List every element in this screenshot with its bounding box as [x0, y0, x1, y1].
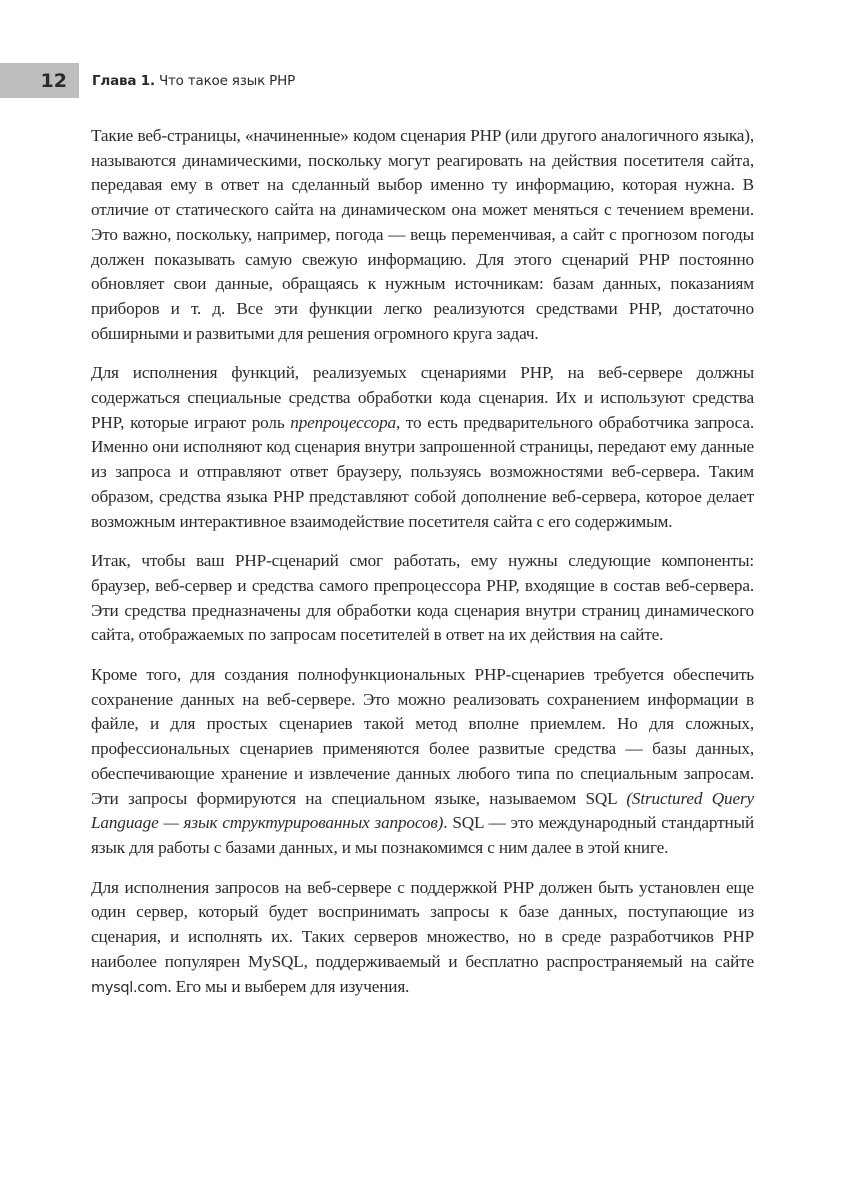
emphasis-sql-definition: (Structured Query Language — язык структурированных запросов): [91, 788, 754, 833]
paragraph-4-text-start: Кроме того, для создания полнофункциональных PHP-сценариев требуется обеспечить сохранение данных на веб-сервере. Это можно реализовать сохранением информации в файле, и для простых сценариев такой метод вполне приемлем. Но для сложных, профессиональных сценариев применяются более развитые средства — базы данных, обеспечивающие хранение и извлечение данных любого типа по специальным запросам. Эти запросы формируются на специальном языке, называемом SQL: [91, 665, 754, 808]
paragraph-1: Такие веб-страницы, «начиненные» кодом сценария PHP (или другого аналогичного языка), называются динамическими, поскольку могут реагировать на действия посетителя сайта, передавая ему в ответ на сделанный выбор именно ту информацию, которая нужна. В отличие от статического сайта на динамическом она может меняться с течением времени. Это важно, поскольку, например, погода — вещь переменчивая, а сайт с прогнозом погоды должен показывать самую свежую информацию. Для этого сценарий PHP постоянно обновляет свои данные, обращаясь к нужным источникам: базам данных, показаниям приборов и т. д. Все эти функции легко реализуются средствами PHP, достаточно обширными и развитыми для решения огромного круга задач.: [91, 126, 754, 343]
paragraph-2: [91, 361, 754, 534]
page-number: 12: [0, 63, 79, 98]
paragraph-4-text-end: . SQL — это международный стандартный язык для работы с базами данных, и мы познакомимся с ним далее в этой книге.: [91, 813, 754, 857]
paragraph-5-text-start: Для исполнения запросов на веб-сервере с поддержкой PHP должен быть установлен еще один сервер, который будет воспринимать запросы к базе данных, поступающие из сценария, и исполнять их. Таких серверов множество, но в среде разработчиков PHP наиболее популярен MySQL, поддерживаемый и бесплатно распространяемый на сайте: [91, 877, 754, 971]
emphasis-term: препроцессора: [290, 412, 396, 432]
paragraph-5-text-end: . Его мы и выберем для изучения.: [167, 976, 410, 996]
running-header: [0, 63, 841, 98]
chapter-name: Что такое язык PHP: [154, 72, 296, 89]
paragraph-5: [91, 876, 754, 1001]
mysql-site-link[interactable]: mysql.com: [91, 979, 168, 996]
paragraph-4: [91, 663, 754, 861]
paragraph-2-text-end: , то есть предварительного обработчика запроса. Именно они исполняют код сценария внутри запрошенной страницы, передают ему данные из запроса и отправляют ответ браузеру, пользуясь возможностями веб-сервера. Таким образом, средства языка PHP представляют собой дополнение веб-сервера, которое делает возможным интерактивное взаимодействие посетителя сайта с его содержимым.: [91, 412, 755, 531]
paragraph-3: Итак, чтобы ваш PHP-сценарий смог работать, ему нужны следующие компоненты: браузер, веб-сервер и средства самого препроцессора PHP, входящие в состав веб-сервера. Эти средства предназначены для обработки кода сценария внутри страниц динамического сайта, отображаемых по запросам посетителей в ответ на их действия на сайте.: [91, 551, 754, 645]
chapter-label: Глава 1.: [92, 72, 155, 89]
chapter-title: [92, 73, 295, 89]
page-body: [91, 124, 754, 1015]
paragraph-2-text-start: Для исполнения функций, реализуемых сценариями PHP, на веб-сервере должны содержаться специальные средства обработки кода сценария. Их и используют средства PHP, которые играют роль: [91, 363, 754, 432]
